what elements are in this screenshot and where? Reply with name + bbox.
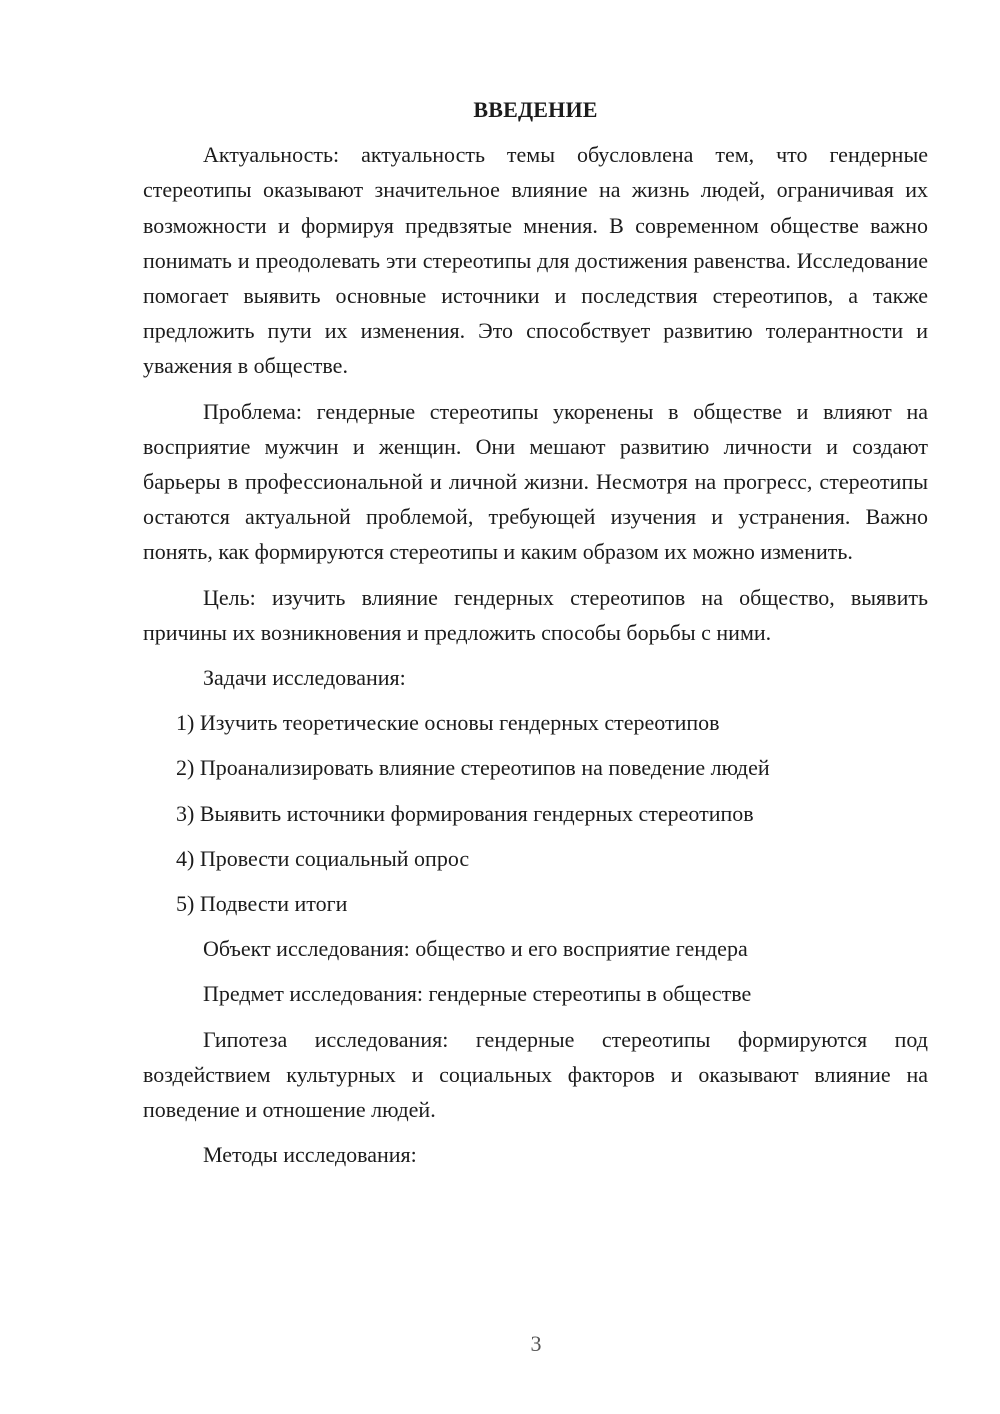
page-number: 3	[530, 1331, 542, 1356]
tasks-list	[143, 705, 928, 921]
hypothesis-paragraph: Гипотеза исследования: гендерные стереотипы формируются под воздействием культурных и социальных факторов и оказывают влияние на поведение и отношение людей.	[143, 1026, 928, 1123]
task-item: 3) Выявить источники формирования гендерных стереотипов	[176, 800, 754, 826]
subject-line: Предмет исследования: гендерные стереотипы в обществе	[203, 981, 752, 1007]
task-item: 5) Подвести итоги	[176, 891, 348, 917]
page-title: ВВЕДЕНИЕ	[473, 97, 598, 122]
document-page	[143, 92, 928, 1182]
goal-paragraph: Цель: изучить влияние гендерных стереотипов на общество, выявить причины их возникновения и предложить способы борьбы с ними.	[143, 584, 928, 645]
tasks-title: Задачи исследования:	[203, 665, 406, 691]
problem-paragraph: Проблема: гендерные стереотипы укоренены в обществе и влияют на восприятие мужчин и женщин. Они мешают развитию личности и создают барьеры в профессиональной и личной жизни. Несмотря на прогресс, стереотипы остаются актуальной проблемой, требующей изучения и устранения. Важно понять, как формируются стереотипы и каким образом их можно изменить.	[143, 398, 928, 565]
relevance-paragraph: Актуальность: актуальность темы обусловлена тем, что гендерные стереотипы оказывают значительное влияние на жизнь людей, ограничивая их возможности и формируя предвзятые мнения. В современном обществе важно понимать и преодолевать эти стереотипы для достижения равенства. Исследование помогает выявить основные источники и последствия стереотипов, а также предложить пути их изменения. Это способствует развитию толерантности и уважения в обществе.	[143, 142, 928, 379]
task-item: 1) Изучить теоретические основы гендерных стереотипов	[176, 710, 720, 736]
methods-line: Методы исследования:	[203, 1142, 417, 1168]
object-line: Объект исследования: общество и его восприятие гендера	[203, 936, 748, 962]
task-item: 2) Проанализировать влияние стереотипов на поведение людей	[176, 755, 770, 781]
task-item: 4) Провести социальный опрос	[176, 845, 470, 871]
